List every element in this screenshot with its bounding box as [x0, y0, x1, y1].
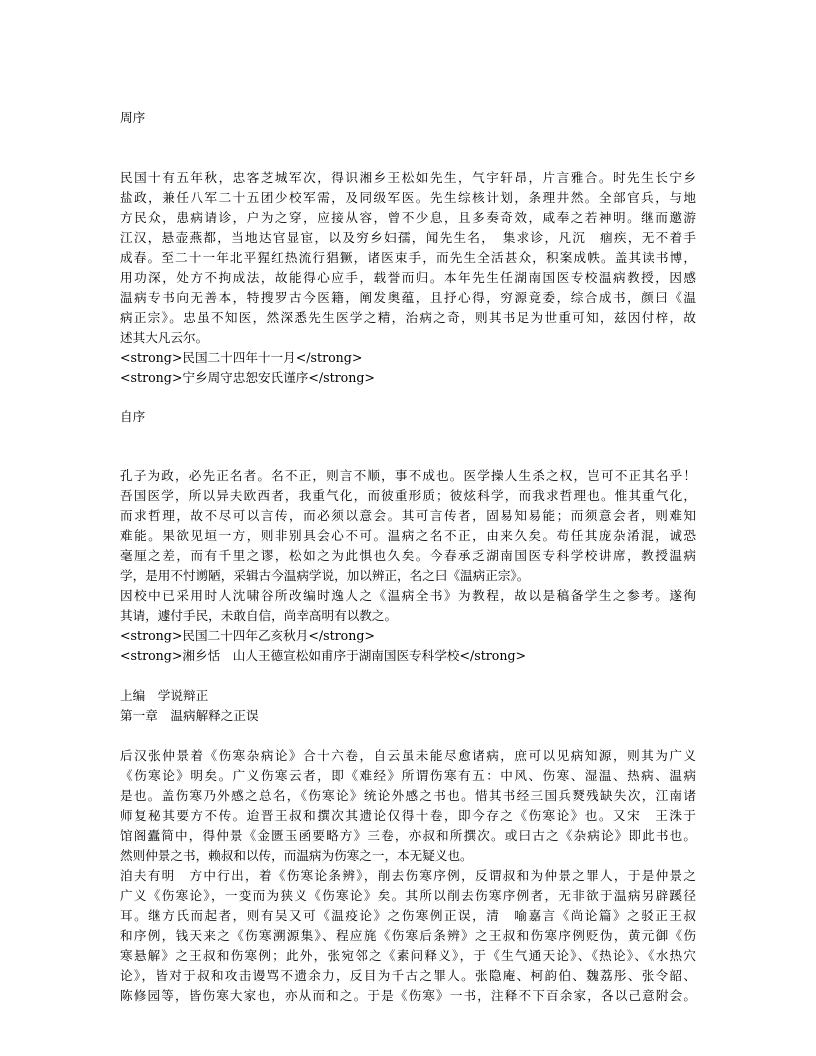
text-line: 温病专书向无善本，特搜罗古今医籍，阐发奥蕴，且抒心得，穷源竟委，综合成书，颜曰《温 [120, 290, 696, 305]
text-line: 病正宗》。忠虽不知医，然深悉先生医学之精，治病之奇，则其书足为世重可知，兹因付梓，故 [120, 310, 696, 325]
text-line: 孔子为政，必先正名者。名不正，则言不顺，事不成也。医学操人生杀之权，岂可不正其名乎！ [120, 468, 696, 483]
text-line: 《伤寒论》明矣。广义伤寒云者，即《难经》所谓伤寒有五：中风、伤寒、湿温、热病、温病 [120, 768, 696, 783]
text-line: 后汉张仲景着《伤寒杂病论》合十六卷，自云虽未能尽愈诸病，庶可以见病知源，则其为广义 [120, 748, 696, 763]
signature-date: <strong>民国二十四年十一月</strong> [120, 350, 363, 365]
text-line: 学，是用不忖谫陋，采辑古今温病学说，加以辨正，名之曰《温病正宗》。 [120, 568, 530, 583]
text-line: 江汉，悬壶燕都，当地达官显宦，以及穷乡妇孺，闻先生名， 集求诊，凡沉 痼疾，无不着手 [120, 230, 696, 245]
text-line: 成春。至二十一年北平猩红热流行猖獗，诸医束手，而先生全活甚众，积案成帙。盖其读书博， [120, 250, 696, 265]
signature-date: <strong>民国二十四年乙亥秋月</strong> [120, 628, 375, 643]
text-line: 和序例，钱天来之《伤寒溯源集》、程应旄《伤寒后条辨》之王叔和伤寒序例贬伪，黄元御《伤 [120, 928, 696, 943]
text-line: 方民众，患病请诊，户为之穿，应接从容，曾不少息，且多奏奇效，咸奉之若神明。继而邀游 [120, 210, 696, 225]
text-line: 盐政，兼任八军二十五团少校军需，及同级军医。先生综核计划，条理井然。全部官兵，与地 [120, 190, 696, 205]
text-line: 而求哲理，故不尽可以言传，而必须以意会。其可言传者，固易知易能；而须意会者，则难知 [120, 508, 696, 523]
text-line: 因校中已采用时人沈啸谷所改编时逸人之《温病全书》为教程，故以是稿备学生之参考。遂徇 [120, 588, 696, 603]
text-line: 广义《伤寒论》，一变而为狭义《伤寒论》矣。其所以削去伤寒序例者，无非欲于温病另辟蹊径 [120, 888, 696, 903]
text-line: 吾国医学，所以异夫欧西者，我重气化，而彼重形质；彼炫科学，而我求哲理也。惟其重气化， [120, 488, 696, 503]
text-line: 其请，遽付手民，未敢自信，尚幸高明有以教之。 [120, 608, 398, 623]
text-line: 馆阁蠹简中，得仲景《金匮玉函要略方》三卷，亦叔和所撰次。或曰古之《杂病论》即此书也。 [120, 828, 696, 843]
text-line: 耳。继方氏而起者，则有吴又可《温疫论》之伤寒例正误，清 喻嘉言《尚论篇》之驳正王叔 [120, 908, 696, 923]
chapter-title: 第一章 温病解释之正误 [120, 708, 259, 723]
text-line: 民国十有五年秋，忠客芝城军次，得识湘乡王松如先生，气宇轩昂，片言雅合。时先生长宁乡 [120, 170, 696, 185]
part-title: 上编 学说辩正 [120, 688, 209, 703]
text-line: 陈修园等，皆伤寒大家也，亦从而和之。于是《伤寒》一书，注释不下百余家，各以己意附会。 [120, 988, 696, 1003]
signature-author: <strong>宁乡周守忠恕安氏谨序</strong> [120, 370, 375, 385]
text-line: 寒悬解》之王叔和伤寒例；此外，张宛邻之《素问释义》，于《生气通天论》、《热论》、《水热穴 [120, 948, 696, 963]
text-line: 用功深，处方不拘成法，故能得心应手，载誉而归。本年先生任湖南国医专校温病教授，因感 [120, 270, 696, 285]
text-line: 难能。果欲见垣一方，则非别具会心不可。温病之名不正，由来久矣。苟任其庞杂淆混，诚恐 [120, 528, 696, 543]
preface-self-heading: 自序 [120, 409, 146, 424]
text-line: 论》，皆对于叔和攻击谩骂不遗余力，反目为千古之罪人。张隐庵、柯韵伯、魏荔彤、张令韶、 [120, 968, 696, 983]
text-line: 师复秘其要方不传。迨晋王叔和撰次其遗论仅得十卷，即今存之《伤寒论》也。又宋 王洙于 [120, 808, 696, 823]
preface-zhou-heading: 周序 [120, 110, 146, 125]
text-line: 是也。盖伤寒乃外感之总名，《伤寒论》统论外感之书也。惜其书经三国兵燹残缺失次，江南诸 [120, 788, 696, 803]
text-line: 毫厘之差，而有千里之谬，松如之为此惧也久矣。今春承乏湖南国医专科学校讲席，教授温病 [120, 548, 696, 563]
text-line: 洎夫有明 方中行出，着《伤寒论条辨》，削去伤寒序例，反谓叔和为仲景之罪人，于是仲景之 [120, 868, 696, 883]
signature-author: <strong>湘乡恬 山人王德宣松如甫序于湖南国医专科学校</strong> [120, 648, 527, 663]
text-line: 然则仲景之书，赖叔和以传，而温病为伤寒之一，本无疑义也。 [120, 848, 473, 863]
text-line: 述其大凡云尔。 [120, 330, 209, 345]
